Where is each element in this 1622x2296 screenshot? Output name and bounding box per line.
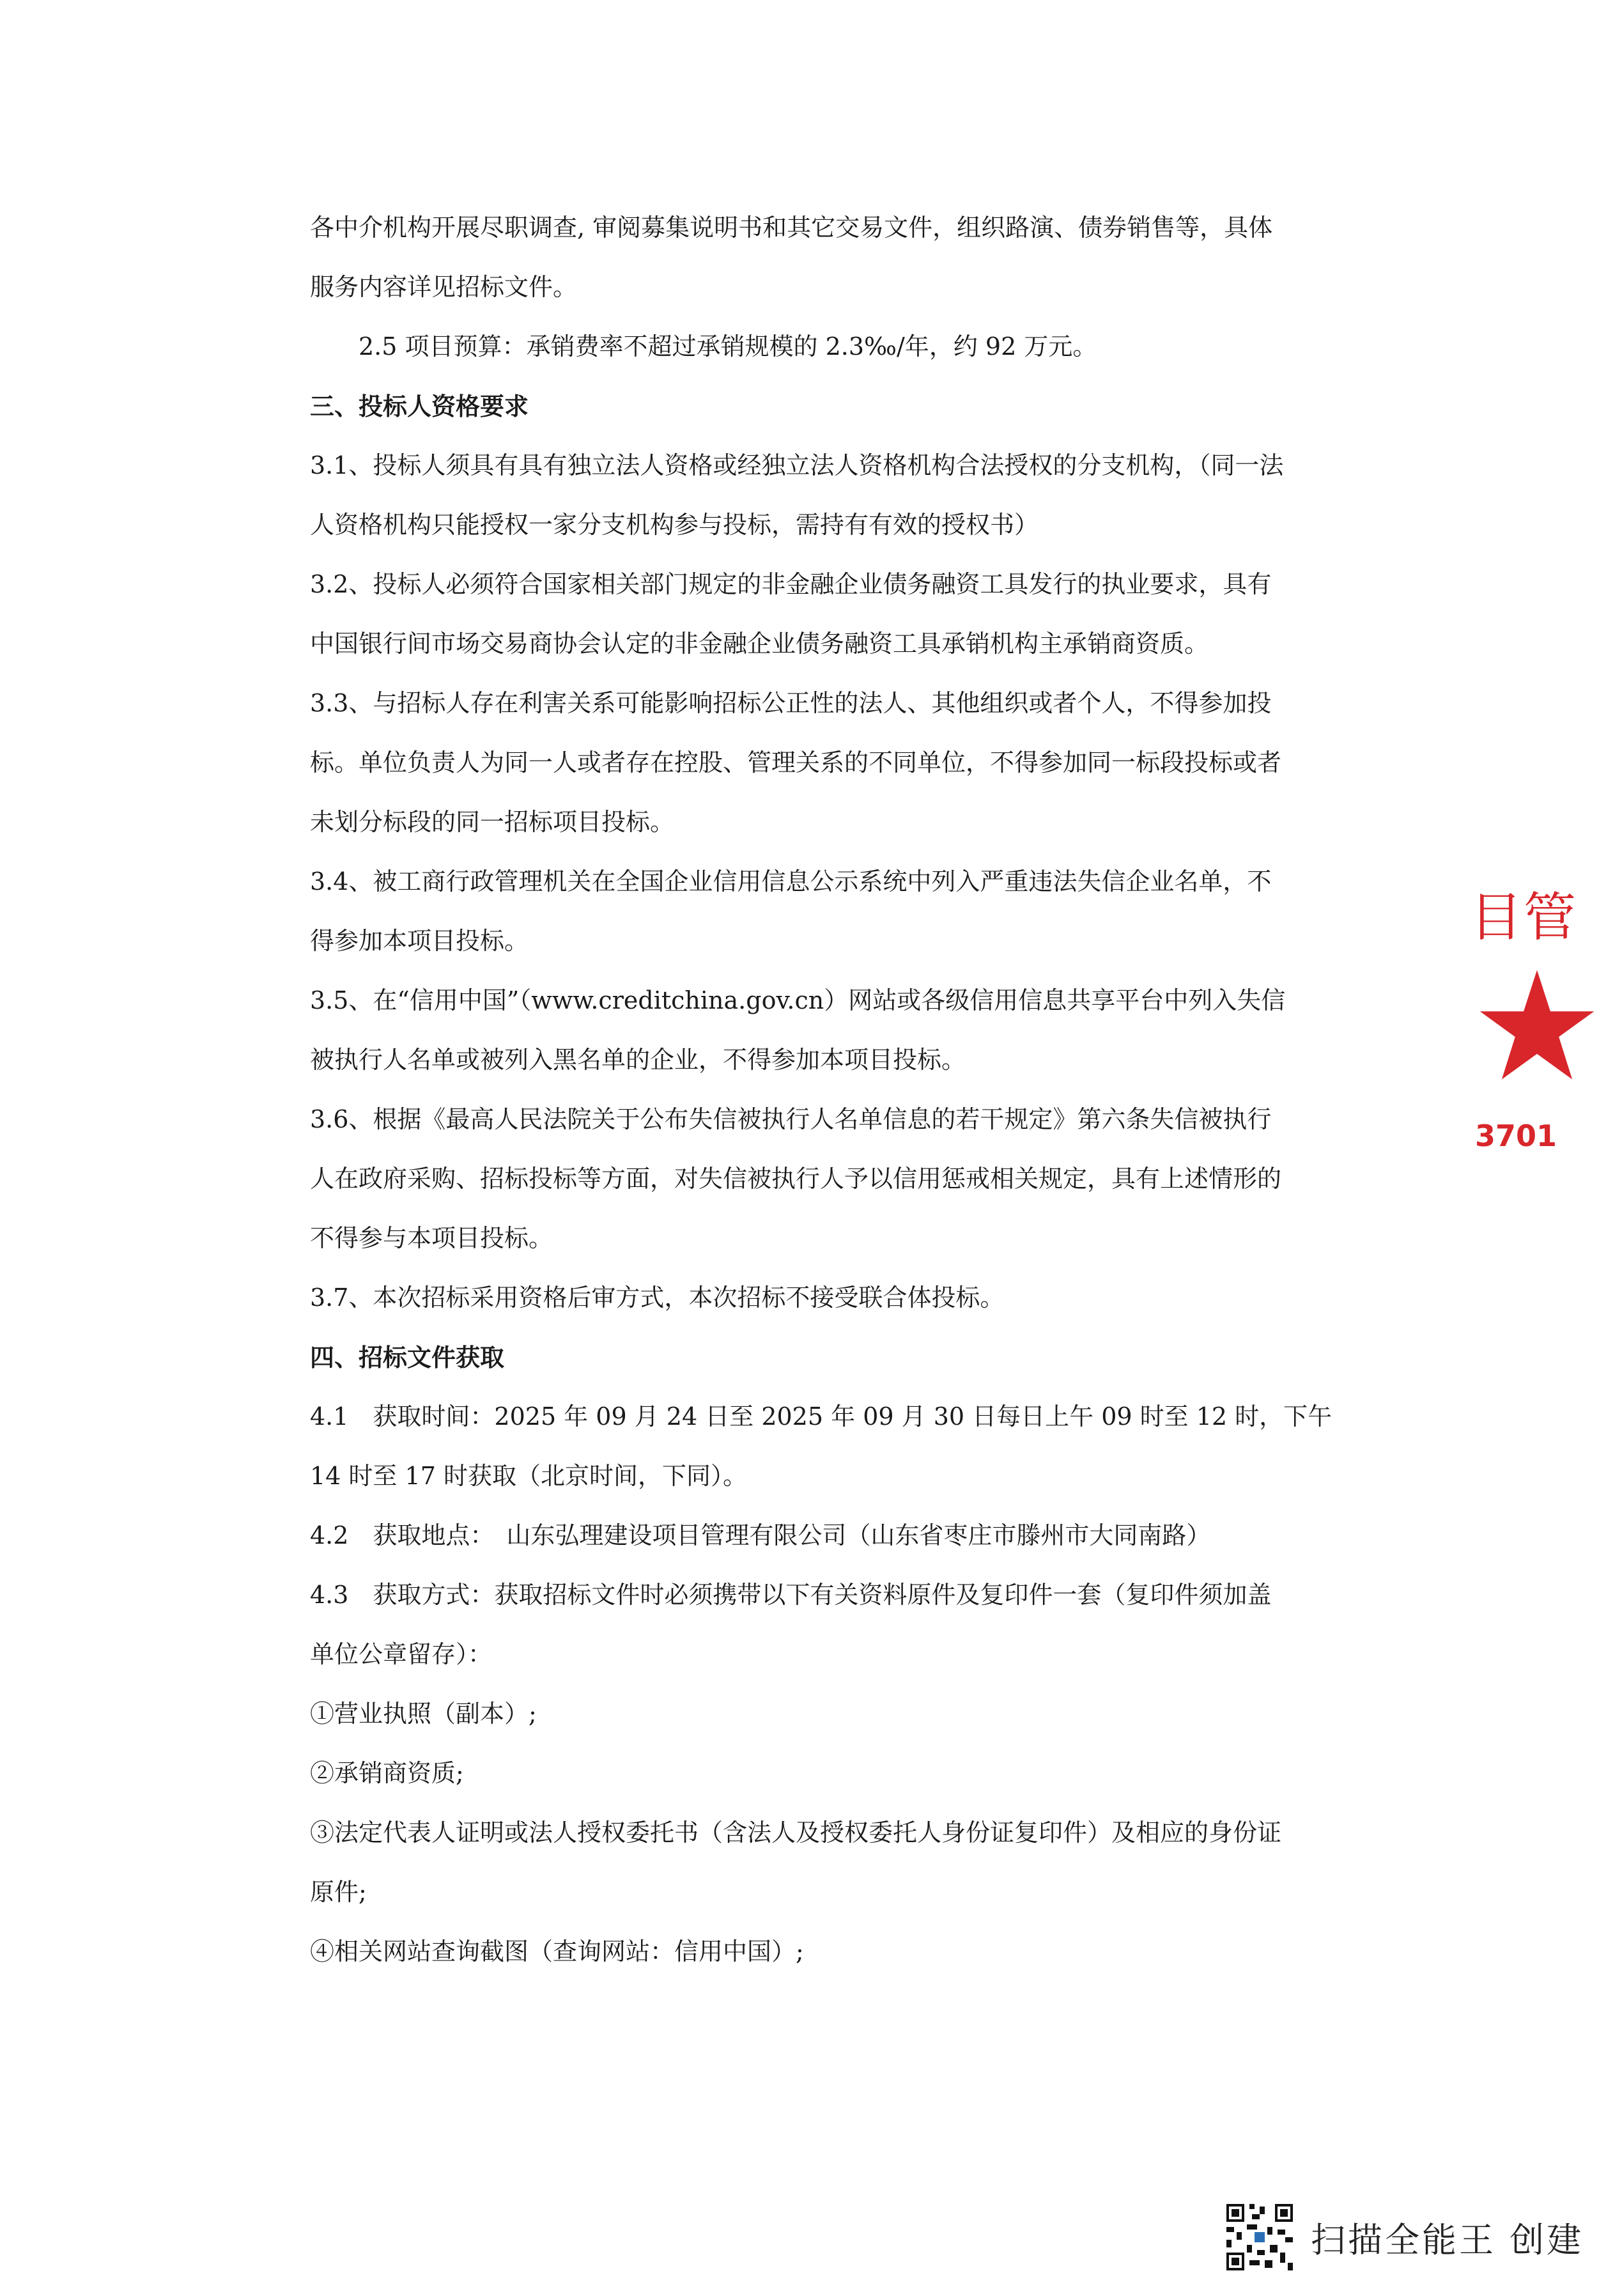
- star-icon: [1476, 965, 1598, 1087]
- text-line: 单位公章留存）：: [310, 1640, 493, 1668]
- company-seal: [1438, 850, 1622, 1183]
- section-heading: 三、投标人资格要求: [310, 392, 529, 421]
- text-line: 3.7、本次招标采用资格后审方式，本次招标不接受联合体投标。: [310, 1284, 1005, 1312]
- text-line: 3.5、在“信用中国”（www.creditchina.gov.cn）网站或各级信用信息共享平台中列入失信: [310, 986, 1286, 1014]
- list-item: ④相关网站查询截图（查询网站：信用中国）;: [310, 1937, 804, 1966]
- list-item: ①营业执照（副本）;: [310, 1700, 537, 1728]
- document-body: [310, 198, 1332, 1982]
- text-line: 原件;: [310, 1878, 367, 1906]
- text-line: 不得参与本项目投标。: [310, 1224, 553, 1252]
- text-line: 标。单位负责人为同一人或者存在控股、管理关系的不同单位，不得参加同一标段投标或者: [310, 749, 1282, 777]
- text-line: 3.1、投标人须具有具有独立法人资格或经独立法人资格机构合法授权的分支机构，（同一法: [310, 451, 1284, 479]
- text-line: 中国银行间市场交易商协会认定的非金融企业债务融资工具承销机构主承销商资质。: [310, 630, 1209, 658]
- text-line: 各中介机构开展尽职调查, 审阅募集说明书和其它交易文件，组织路演、债券销售等，具体: [310, 213, 1273, 242]
- text-line: 3.2、投标人必须符合国家相关部门规定的非金融企业债务融资工具发行的执业要求，具有: [310, 570, 1272, 598]
- text-line: 4.3 获取方式：获取招标文件时必须携带以下有关资料原件及复印件一套（复印件须加盖: [310, 1581, 1272, 1609]
- section-heading: 四、招标文件获取: [310, 1343, 505, 1372]
- list-item: ②承销商资质;: [310, 1759, 464, 1787]
- text-line: 3.4、被工商行政管理机关在全国企业信用信息公示系统中列入严重违法失信企业名单，不: [310, 867, 1272, 896]
- text-line: 3.3、与招标人存在利害关系可能影响招标公正性的法人、其他组织或者个人，不得参加投: [310, 689, 1272, 717]
- text-line: 服务内容详见招标文件。: [310, 273, 578, 301]
- text-line: 14 时至 17 时获取（北京时间，下同）。: [310, 1462, 747, 1490]
- text-line: 被执行人名单或被列入黑名单的企业，不得参加本项目投标。: [310, 1046, 966, 1074]
- text-line: 未划分标段的同一招标项目投标。: [310, 808, 675, 836]
- text-line: 3.6、根据《最高人民法院关于公布失信被执行人名单信息的若干规定》第六条失信被执行: [310, 1105, 1272, 1133]
- seal-text: 目管: [1470, 887, 1578, 948]
- watermark-text: 扫描全能王 创建: [1311, 2219, 1584, 2260]
- text-line: 人在政府采购、招标投标等方面，对失信被执行人予以信用惩戒相关规定，具有上述情形的: [310, 1165, 1282, 1193]
- list-item: ③法定代表人证明或法人授权委托书（含法人及授权委托人身份证复印件）及相应的身份证: [310, 1819, 1282, 1847]
- scanner-watermark: [1224, 2199, 1584, 2276]
- text-line: 4.1 获取时间：2025 年 09 月 24 日至 2025 年 09 月 30 日每日上午 09 时至 12 时，下午: [310, 1402, 1332, 1431]
- text-line: 2.5 项目预算：承销费率不超过承销规模的 2.3‰/年，约 92 万元。: [359, 332, 1097, 361]
- qr-code-icon: [1224, 2201, 1295, 2273]
- text-line: 人资格机构只能授权一家分支机构参与投标，需持有有效的授权书）: [310, 511, 1039, 539]
- seal-number: 3701: [1475, 1119, 1557, 1153]
- text-line: 4.2 获取地点： 山东弘理建设项目管理有限公司（山东省枣庄市滕州市大同南路）: [310, 1521, 1211, 1549]
- text-line: 得参加本项目投标。: [310, 927, 529, 955]
